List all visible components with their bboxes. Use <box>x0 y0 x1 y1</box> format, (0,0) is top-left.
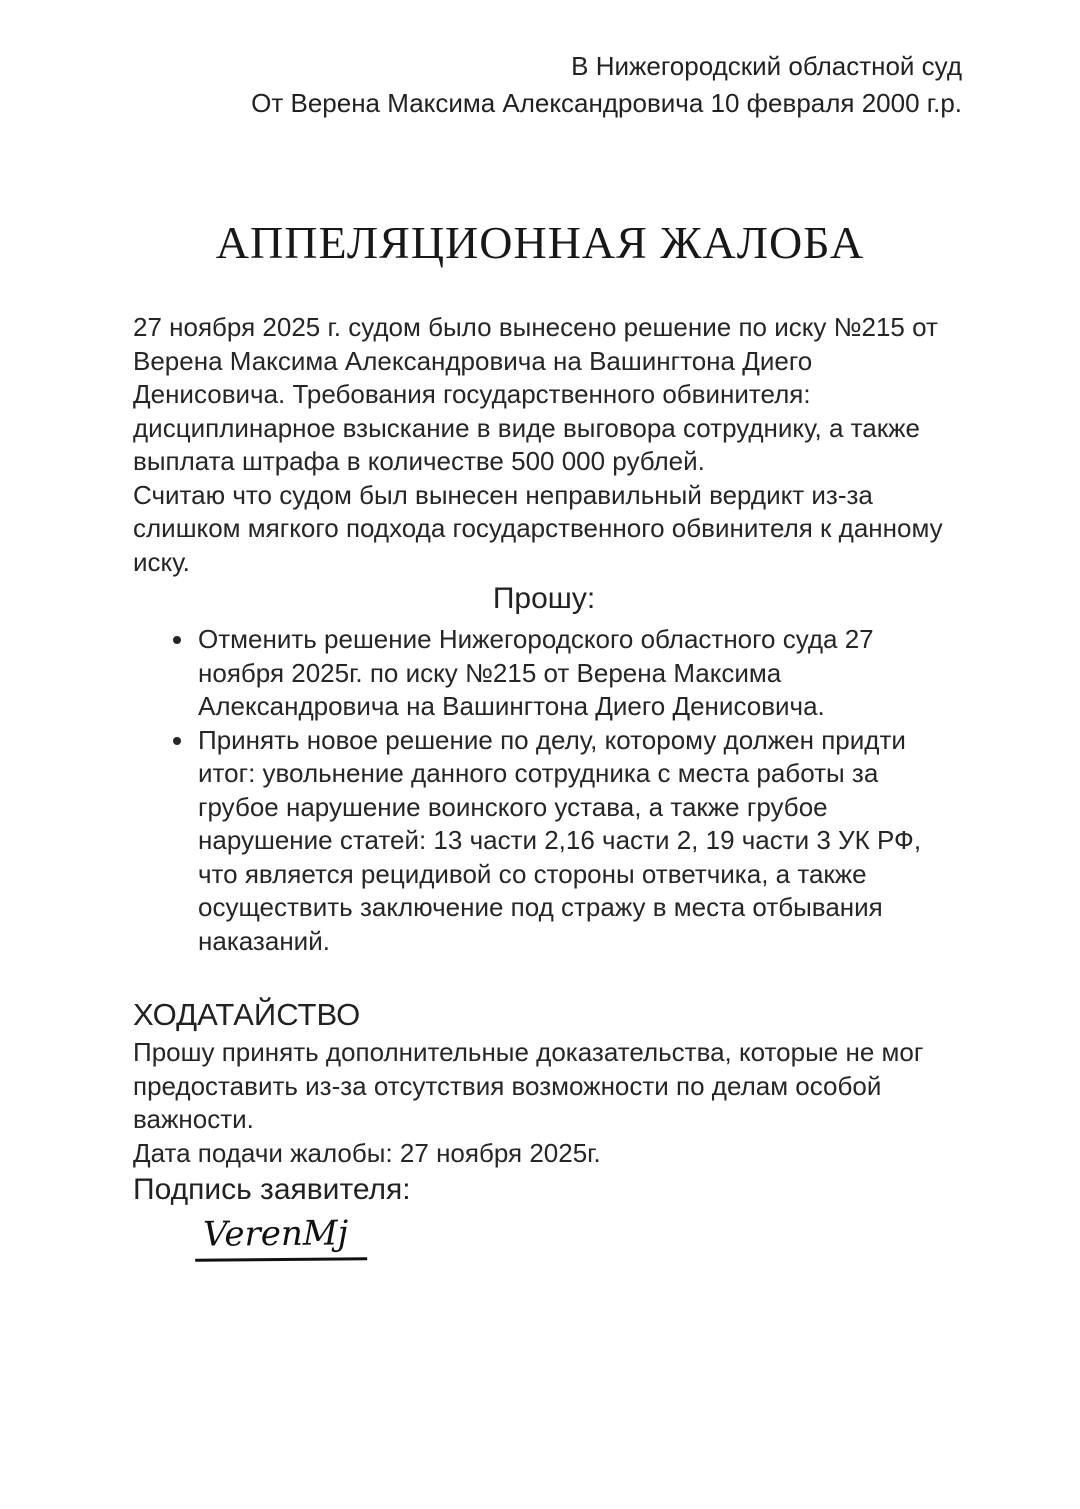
signature-area <box>195 1214 955 1261</box>
request-section-heading: Прошу: <box>492 582 596 615</box>
motion-section-heading: ХОДАТАЙСТВО <box>133 997 361 1032</box>
body-paragraph-ruling: 27 ноября 2025 г. судом было вынесено решение по иску №215 от Верена Максима Александровича на Вашингтона Диего Денисовича. Требования государственного обвинителя: дисциплинарное взыскание в виде выговора сотруднику, а также выплата штрафа в количестве 500 000 рублей. <box>133 312 938 476</box>
handwritten-signature: VerenMj <box>195 1213 367 1261</box>
header-applicant-line: От Верена Максима Александровича 10 февраля 2000 г.р. <box>251 88 962 118</box>
signature-label: Подпись заявителя: <box>133 1173 411 1206</box>
document-body <box>133 311 955 1261</box>
body-paragraph-opinion: Считаю что судом был вынесен неправильный вердикт из-за слишком мягкого подхода государственного обвинителя к данному иску. <box>133 479 943 577</box>
document-title: АППЕЛЯЦИОННАЯ ЖАЛОБА <box>215 217 865 268</box>
motion-text: Прошу принять дополнительные доказательства, которые не мог предоставить из-за отсутствия возможности по делам особой важности. <box>133 1037 924 1134</box>
header-court-line: В Нижегородский областной суд <box>571 51 962 81</box>
request-item-cancel-ruling: • Отменить решение Нижегородского областного суда 27 ноября 2025г. по иску №215 от Верена Максима Александровича на Вашингтона Диего Денисовича. <box>196 623 955 724</box>
document-header <box>251 48 962 122</box>
filing-date-line: Дата подачи жалобы: 27 ноября 2025г. <box>133 1137 601 1168</box>
request-item-new-decision: • Принять новое решение по делу, которому должен придти итог: увольнение данного сотрудника с места работы за грубое нарушение воинского устава, а также грубое нарушение статей: 13 части 2,16 части 2, 19 части 3 УК РФ, что является рецидивой со стороны ответчика, а также осуществить заключение под стражу в места отбывания наказаний. <box>196 724 955 959</box>
request-list <box>133 623 955 958</box>
